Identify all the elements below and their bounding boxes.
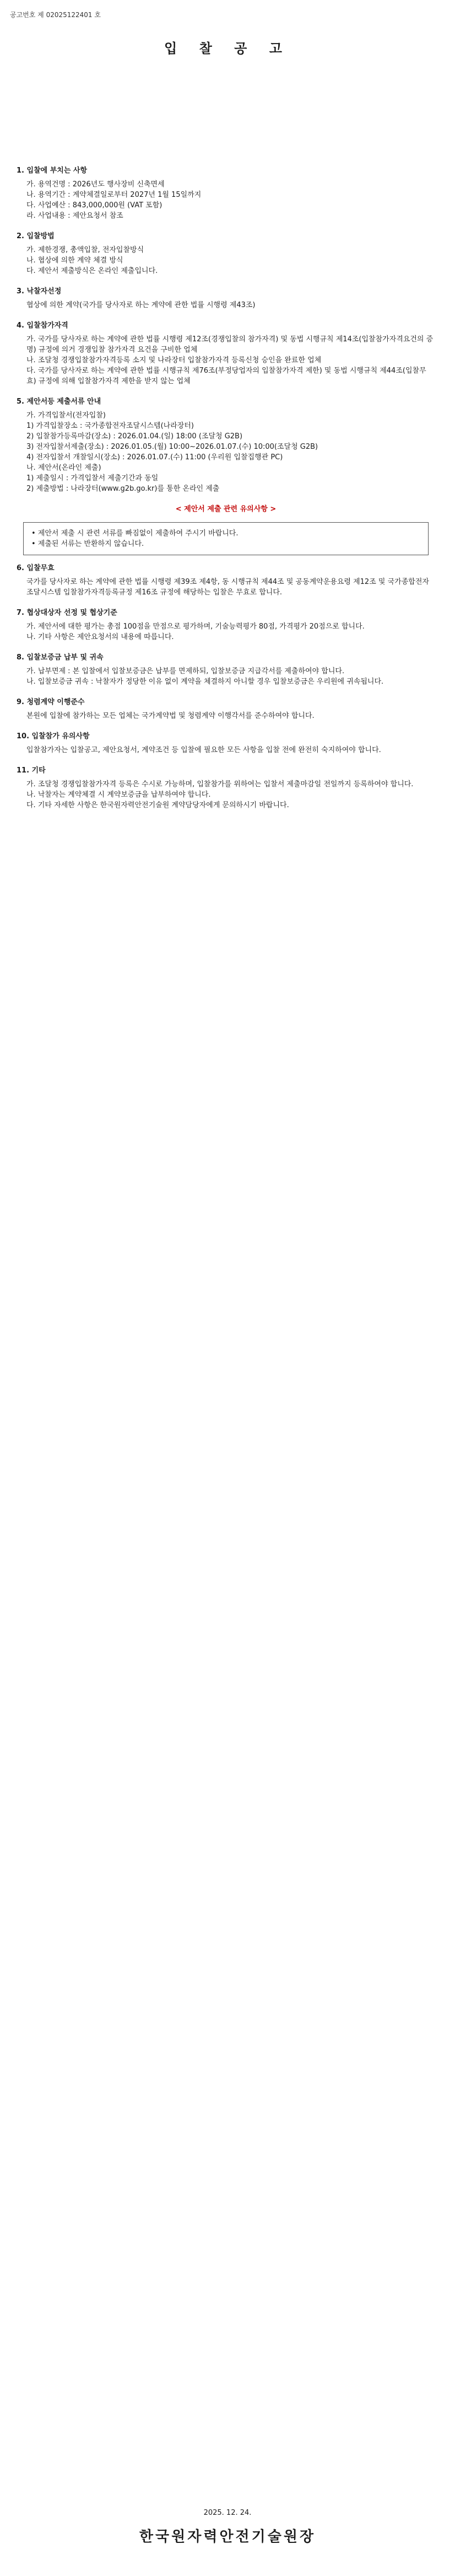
section-item: 다. 사업예산 : 843,000,000원 (VAT 포함): [26, 201, 162, 210]
section-item: 3) 전자입찰서제출(장소) : 2026.01.05.(월) 10:00~2026.01.07.(수) 10:00(조달청 G2B): [26, 443, 318, 451]
section-item: 본원에 입찰에 참가하는 모든 업체는 국가계약법 및 청렴계약 이행각서를 준수하여야 합니다.: [26, 712, 315, 720]
section-item: 협상에 의한 계약(국가를 당사자로 하는 계약에 관한 법률 시행령 제43조): [26, 301, 256, 309]
section-item: 가. 제한경쟁, 총액입찰, 전자입찰방식: [26, 246, 144, 254]
section-item: 국가를 당사자로 하는 계약에 관한 법률 시행령 제39조 제4항, 동 시행규칙 제44조 및 공동계약운용요령 제12조 및 국가종합전자조달시스템 입찰참가자격등록규정 제16조 규정에 해당하는 입찰은 무효로 합니다.: [26, 578, 429, 597]
section-item: 1) 제출일시 : 가격입찰서 제출기간과 동일: [26, 474, 159, 482]
section-item: 라. 사업내용 : 제안요청서 참조: [26, 212, 123, 220]
section-item: 가. 국가를 당사자로 하는 계약에 관한 법률 시행령 제12조(경쟁입찰의 참가자격) 및 동법 시행규칙 제14조(입찰참가자격요건의 증명) 규정에 의거 경쟁입찰 참가자격 요건을 구비한 업체: [26, 335, 434, 354]
section-title: 10. 입찰참가 유의사항: [17, 732, 90, 740]
section-item: 나. 협상에 의한 계약 체결 방식: [26, 256, 123, 265]
section-item: 가. 가격입찰서(전자입찰): [26, 411, 106, 420]
section-title: 9. 청렴계약 이행준수: [17, 698, 85, 706]
section-item: 다. 국가를 당사자로 하는 계약에 관한 법률 시행규칙 제76조(부정당업자의 입찰참가자격 제한) 및 동법 시행규칙 제44조(입찰무효) 규정에 의해 입찰참가자격 제한을 받지 않는 업체: [26, 367, 426, 385]
notice-section: [17, 231, 435, 276]
section-item: 1) 가격입찰장소 : 국가종합전자조달시스템(나라장터): [26, 422, 194, 430]
issuing-organization: 한국원자력안전기술원장: [139, 2529, 316, 2545]
section-item: 가. 조달청 경쟁입찰참가자격 등록은 수시로 가능하며, 입찰참가를 위하여는 입찰서 제출마감일 전일까지 등록하여야 합니다.: [26, 780, 414, 788]
section-item: 가. 제안서에 대한 평가는 총점 100점을 만점으로 평가하며, 기술능력평가 80점, 가격평가 20점으로 합니다.: [26, 622, 365, 631]
section-item: 다. 기타 자세한 사항은 한국원자력안전기술원 계약담당자에게 문의하시기 바랍니다.: [26, 801, 289, 809]
section-item: 나. 용역기간 : 계약체결일로부터 2027년 1월 15일까지: [26, 191, 202, 199]
section-title: 8. 입찰보증금 납부 및 귀속: [17, 653, 104, 662]
section-item: 2) 입찰참가등록마감(장소) : 2026.01.04.(일) 18:00 (조달청 G2B): [26, 432, 243, 441]
section-item: 가. 납부면제 : 본 입찰에서 입찰보증금은 납부를 면제하되, 입찰보증금 지급각서를 제출하여야 합니다.: [26, 667, 345, 675]
note-item: • 제출된 서류는 반환하지 않습니다.: [31, 540, 144, 548]
notice-section: [17, 563, 435, 598]
section-item: 2) 제출방법 : 나라장터(www.g2b.go.kr)를 통한 온라인 제출: [26, 485, 220, 493]
section-item: 입찰참가자는 입찰공고, 제안요청서, 계약조건 등 입찰에 필요한 모든 사항을 입찰 전에 완전히 숙지하여야 합니다.: [26, 746, 381, 754]
notice-section: [17, 608, 435, 642]
note-box-title: < 제안서 제출 관련 유의사항 >: [175, 505, 277, 513]
section-title: 2. 입찰방법: [17, 232, 55, 240]
section-item: 나. 기타 사항은 제안요청서의 내용에 따릅니다.: [26, 633, 174, 641]
page-title: 입 찰 공 고: [164, 41, 291, 56]
section-title: 1. 입찰에 부치는 사항: [17, 167, 88, 175]
section-item: 나. 낙찰자는 계약체결 시 계약보증금을 납부하여야 합니다.: [26, 791, 211, 799]
section-item: 다. 제안서 제출방식은 온라인 제출입니다.: [26, 267, 158, 275]
section-item: 나. 조달청 경쟁입찰참가자격등록 소지 및 나라장터 입찰참가자격 등록신청 승인을 완료한 업체: [26, 356, 322, 364]
section-title: 11. 기타: [17, 766, 46, 775]
section-title: 3. 낙찰자선정: [17, 287, 62, 296]
notice-section: [17, 320, 435, 387]
section-item: 나. 제안서(온라인 제출): [26, 464, 101, 472]
notice-section: [17, 731, 435, 755]
note-item: • 제안서 제출 시 관련 서류를 빠짐없이 제출하여 주시기 바랍니다.: [31, 529, 239, 538]
notice-section: [17, 165, 435, 221]
notice-body: [17, 165, 435, 820]
notice-section: [17, 286, 435, 310]
notice-section: [17, 765, 435, 811]
section-item: 가. 용역건명 : 2026년도 행사장비 신축면세: [26, 180, 165, 189]
notice-section: [17, 652, 435, 687]
notice-section: [17, 396, 435, 494]
notice-date: 2025. 12. 24.: [203, 2509, 252, 2517]
section-title: 7. 협상대상자 선정 및 협상기준: [17, 609, 117, 617]
section-title: 6. 입찰무효: [17, 564, 55, 572]
section-item: 4) 전자입찰서 개찰일시(장소) : 2026.01.07.(수) 11:00 (우리원 입찰집행관 PC): [26, 453, 283, 461]
notice-section: [17, 697, 435, 721]
notice-number: 공고번호 제 02025122401 호: [10, 11, 101, 19]
note-box: [23, 522, 429, 555]
section-title: 4. 입찰참가자격: [17, 321, 68, 330]
section-title: 5. 제안서등 제출서류 안내: [17, 398, 101, 406]
section-item: 나. 입찰보증금 귀속 : 낙찰자가 정당한 이유 없이 계약을 체결하지 아니할 경우 입찰보증금은 우리원에 귀속됩니다.: [26, 678, 384, 686]
